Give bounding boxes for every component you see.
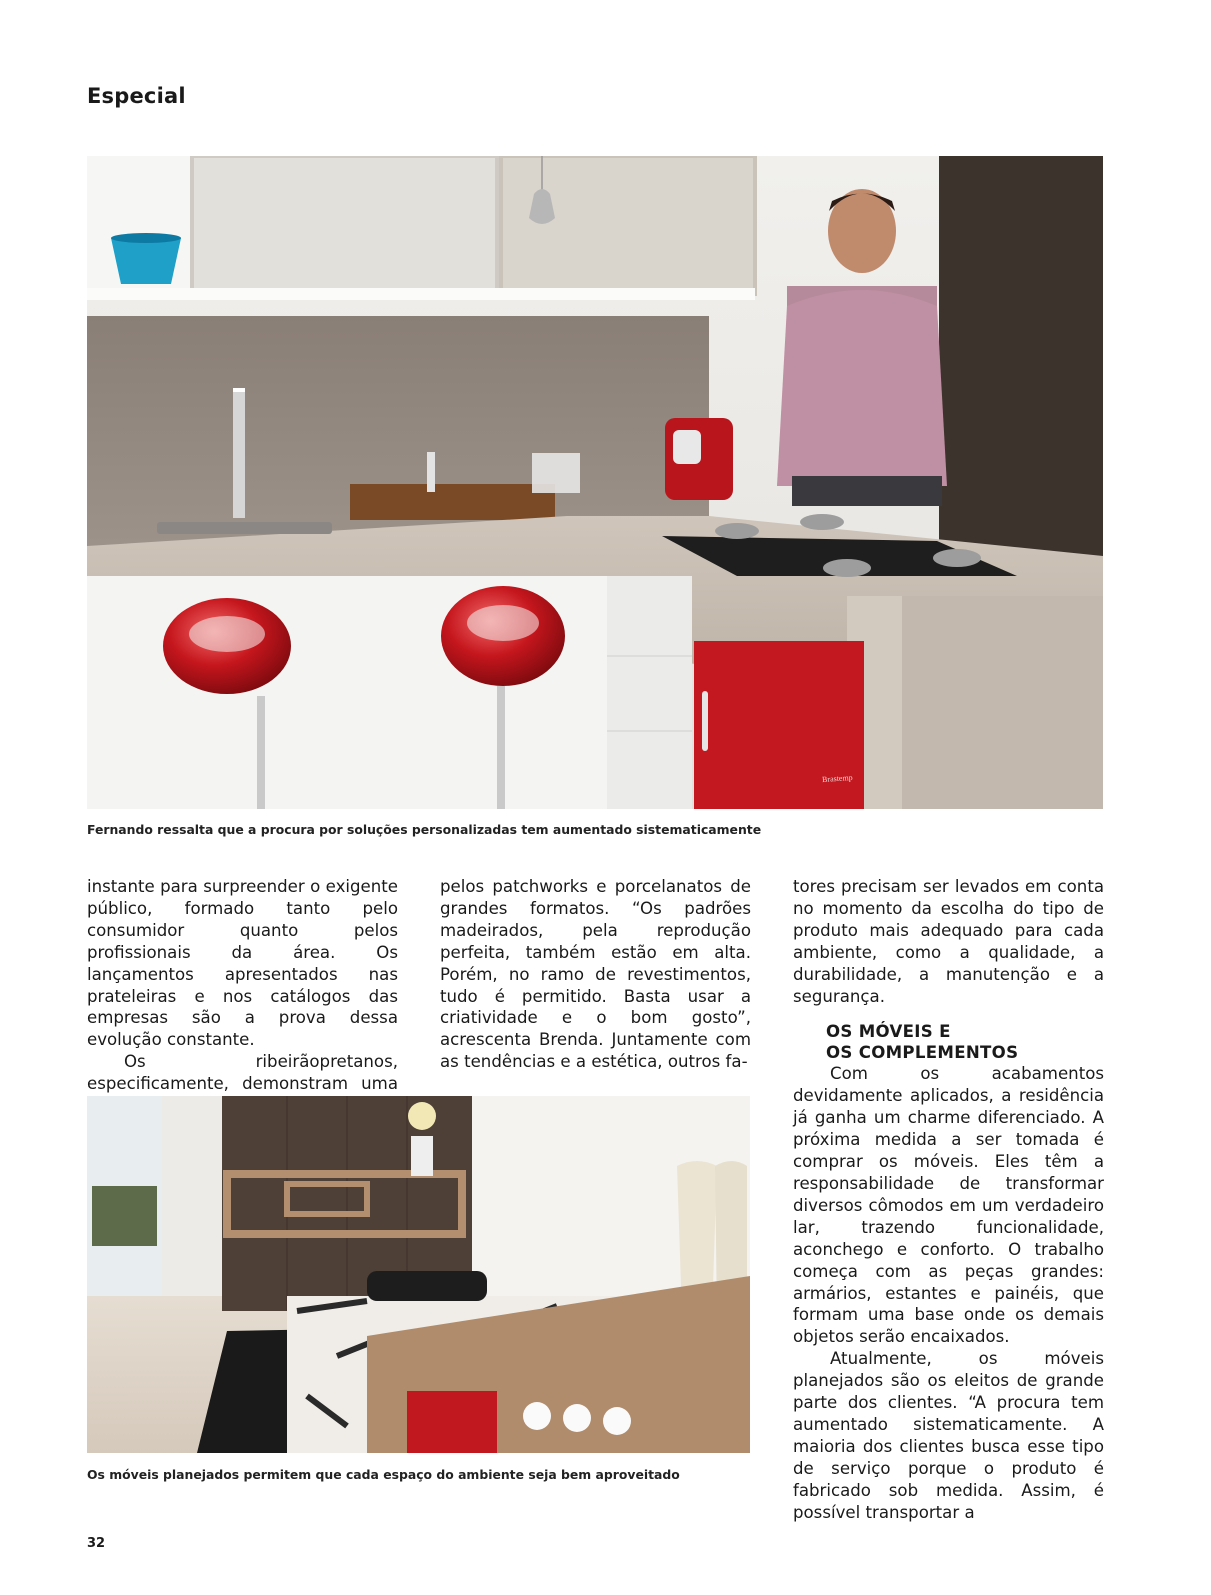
column-2-paragraph-1: pelos patchworks e porcelanatos de grandes formatos. “Os padrões madeirados, pela reprodução perfeita, também estão em alta. Porém, no ramo de revestimentos, tudo é permitido. Basta usar a criatividade e o bom gosto”, acrescenta Brenda. Juntamente com as tendências e a estética, outros fa- [440,877,751,1072]
article-column-3 [793,876,1104,1523]
kitchen-photo [87,156,1103,809]
column-3-paragraph-1: tores precisam ser levados em conta no momento da escolha do tipo de produto mais adequado para cada ambiente, como a qualidade, a durabilidade, a manutenção e a segurança. [793,877,1104,1006]
subheading [826,1021,1104,1063]
kitchen-photo-caption: Fernando ressalta que a procura por soluções personalizadas tem aumentado sistematicamente [87,822,762,837]
appliance-brand-label: Brastemp [821,772,853,785]
column-3-paragraph-2: Com os acabamentos devidamente aplicados, a residência já ganha um charme diferenciado. A próxima medida a ser tomada é comprar os móveis. Eles têm a responsabilidade de transformar diversos cômodos em um verdadeiro lar, trazendo funcionalidade, aconchego e conforto. O trabalho começa com as peças grandes: armários, estantes e painéis, que formam uma base onde os demais objetos serão encaixados. [793,1064,1104,1347]
section-title: Especial [87,84,186,108]
article-column-2 [440,876,751,1073]
page-number: 32 [87,1536,106,1551]
article-column-1 [87,876,398,1117]
subheading-line-2: OS COMPLEMENTOS [826,1043,1019,1063]
living-room-photo-caption: Os móveis planejados permitem que cada espaço do ambiente seja bem aproveitado [87,1467,680,1482]
living-room-photo [87,1096,750,1453]
column-1-paragraph-1: instante para surpreender o exigente público, formado tanto pelo consumidor quanto pelos profissionais da área. Os lançamentos apresentados nas prateleiras e nos catálogos das empresas são a prova dessa evolução constante. [87,877,398,1050]
subheading-line-1: OS MÓVEIS E [826,1022,951,1042]
column-3-paragraph-3: Atualmente, os móveis planejados são os eleitos de grande parte dos clientes. “A procura tem aumentado sistematicamente. A maioria dos clientes busca esse tipo de serviço porque o produto é fabricado sob medida. Assim, é possível transportar a [793,1349,1104,1522]
column-1-paragraph-2: Os ribeirãopretanos, especificamente, demonstram uma [87,1052,398,1094]
